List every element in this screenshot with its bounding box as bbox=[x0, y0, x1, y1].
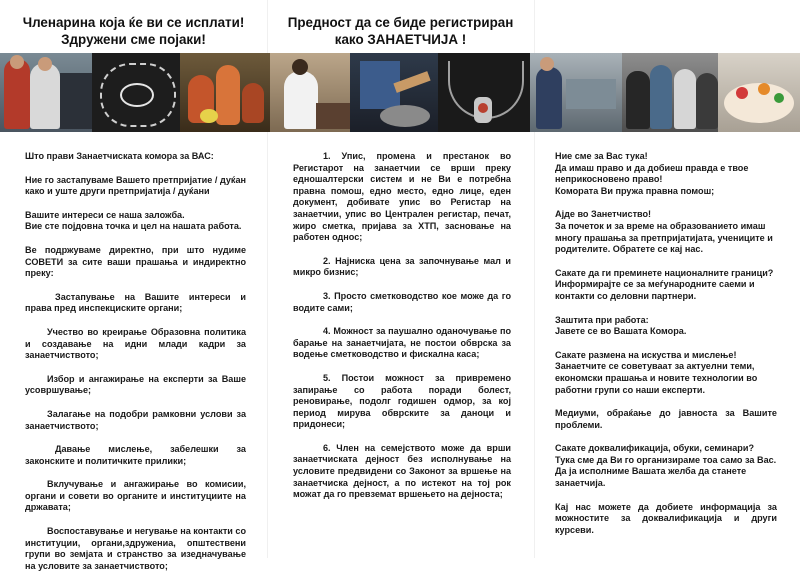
left-paragraph-2: Вашите интереси се наша заложба. Вие сте појдовна точка и цел на нашата работа. bbox=[25, 209, 242, 232]
left-list-item: Застапување на Вашите интереси и права пред инспекциските органи; bbox=[25, 291, 246, 314]
photo-woman-at-workbench bbox=[270, 53, 350, 132]
left-list-item: Вклучување и ангажирање во комисии, органи и совети во органите и институциите на државата; bbox=[25, 479, 246, 513]
photo-pottery-vases bbox=[180, 53, 270, 132]
left-paragraph-1: Ние го застапуваме Вашето претпријатие / дуќан како и уште други претпријатија / дуќани bbox=[25, 174, 246, 197]
photo-workshop-lab bbox=[530, 53, 622, 132]
right-paragraph-7: Сакате доквалификација, обуки, семинари? Тука сме да Ви го организираме тоа само за Вас. Да ја исполниме Вашата желба да станете занаетчија. bbox=[555, 443, 777, 489]
photo-group-of-students bbox=[622, 53, 718, 132]
left-list-item: Залагање на подобри рамковни услови за занаетчиството; bbox=[25, 408, 246, 431]
photo-pendant-jewelry bbox=[438, 53, 530, 132]
right-paragraph-1: Ние сме за Вас тука! Да имаш право и да добиеш правда е твое неприкосновено право! Комората Ви пружа правна помош; bbox=[555, 151, 749, 196]
headline-left: Членарина која ќе ви се исплати! Здружени сме појаки! bbox=[22, 15, 245, 47]
center-list-item: 1. Упис, промена и престанок во Регистарот на занаетчии се врши преку едношалтерски систем и не Ви е потребна правна помош, едно место, едно лице, еден документ, добивате упис во Регистар на занаетчии, упис во Централен регистар, печат, жиро сметка, пријава за ХТП, засновање на работен однос; bbox=[293, 151, 511, 243]
photo-jewelry-pieces bbox=[92, 53, 180, 132]
headline-center: Предност да се биде регистриран како ЗАНАЕТЧИЈА ! bbox=[287, 15, 514, 47]
column-left bbox=[25, 151, 246, 584]
column-center bbox=[293, 151, 511, 513]
photo-decorated-cake bbox=[718, 53, 800, 132]
center-list-item: 3. Просто сметководство кое може да го водите сами; bbox=[293, 290, 511, 313]
center-list-item: 6. Член на семејството може да врши занаетчиската дејност без исполнување на условите предвидени со Законот за вршење на занаетчиска дејност, а по истекот на тој рок можат да го превземат вршењето на дејноста; bbox=[293, 442, 511, 500]
left-list-item: Воспоставување и негување на контакти со институции, органи,здружениа, општествени групи во земјата и странство за изедначување на условите за занаетчиството; bbox=[25, 526, 246, 571]
column-right bbox=[555, 151, 777, 548]
photo-hammering-metal bbox=[350, 53, 438, 132]
center-list-item: 2. Најниска цена за започнување мал и микро бизнис; bbox=[293, 255, 511, 278]
right-paragraph-5: Сакате размена на искуства и мислење! Занаетчите се советуваат за актуелни теми, економски прашања и новите технологии во работни групи со наши експерти. bbox=[555, 349, 758, 395]
left-paragraph-3: Ве подржуваме директно, при што нудиме СОВЕТИ за сите ваши прашања и индиректно преку: bbox=[25, 244, 246, 279]
right-paragraph-2: Ајде во Занетчиство! За почеток и за време на образованието имаш многу прашања за претпријатијата, учениците и родителите. Обратете се кај нас. bbox=[555, 209, 773, 255]
left-heading: Што прави Занаетчиската комора за ВАС: bbox=[25, 151, 214, 161]
right-paragraph-6: Медиуми, обраќање до јавноста за Вашите проблеми. bbox=[555, 408, 777, 430]
right-paragraph-8: Кај нас можете да добиете информација за можностите за доквалификација и други курсеви. bbox=[555, 501, 777, 535]
left-list-item: Учество во креирање Образовна политика и создавање на идни млади кадри за занаетчиството; bbox=[25, 326, 246, 361]
right-paragraph-4: Заштита при работа: Јавете се во Вашата Комора. bbox=[555, 314, 687, 337]
left-list-item: Давање мислење, забелешки за законските и политичките прилики; bbox=[25, 444, 246, 466]
center-list-item: 4. Можност за паушално оданочување по барање на занаетчијата, не постои обврска за водење сметководство и фискална каса; bbox=[293, 326, 511, 360]
right-paragraph-3: Сакате да ги преминете националните граници? Информирајте се за меѓународните саеми и контакти со деловни партнери. bbox=[555, 267, 774, 301]
photo-workshop-students bbox=[0, 53, 92, 132]
center-list-item: 5. Постои можност за привремено запирање со работа поради болест, реновирање, подолг годишен одмор, за кој период мирува обврските за даноци и придонеси; bbox=[293, 372, 511, 430]
left-list-item: Избор и ангажирање на експерти за Ваше усовршување; bbox=[25, 373, 246, 396]
photo-strip bbox=[0, 53, 800, 132]
